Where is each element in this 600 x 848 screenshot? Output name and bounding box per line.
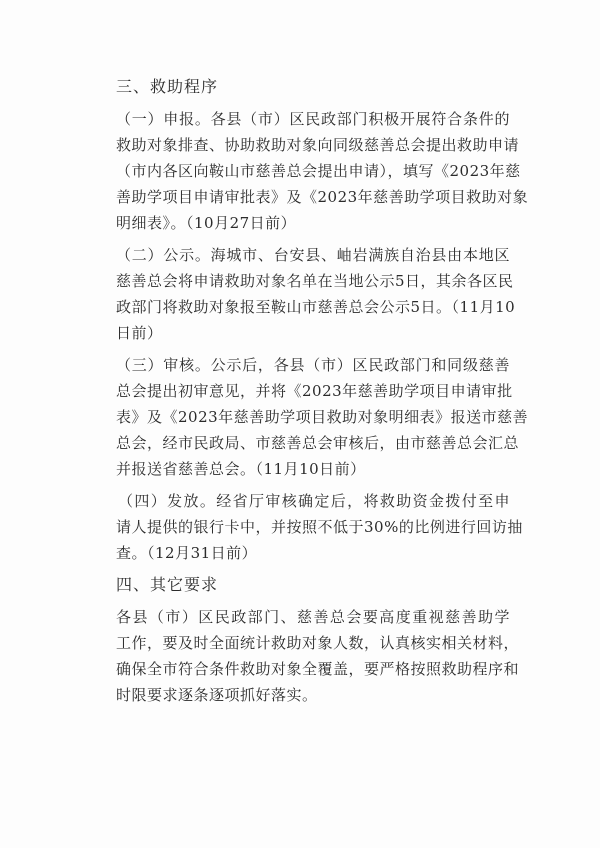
text-line: 救助对象排查、协助救助对象向同级慈善总会提出救助申请 [116, 136, 520, 154]
paragraph-distribution [116, 488, 523, 566]
text-line: 各县（市）区民政部门、慈善总会要高度重视慈善助学 [116, 608, 510, 626]
paragraph-publicity [116, 242, 516, 346]
text-line: 表》及《2023年慈善助学项目救助对象明细表》报送市慈善 [116, 408, 529, 426]
text-line: 工作，要及时全面统计救助对象人数，认真核实相关材料， [116, 634, 520, 652]
text-line: （三）审核。公示后，各县（市）区民政部门和同级慈善 [116, 356, 510, 374]
paragraph-requirements [116, 604, 520, 708]
text-line: 政部门将救助对象报至鞍山市慈善总会公示5日。（11月10 [116, 298, 516, 316]
paragraph-application [116, 106, 529, 236]
text-line: （二）公示。海城市、台安县、岫岩满族自治县由本地区 [116, 246, 510, 264]
text-line: 总会提出初审意见，并将《2023年慈善助学项目申请审批 [116, 382, 513, 400]
text-line: （四）发放。经省厅审核确定后，将救助资金拨付至申 [118, 492, 510, 510]
section-heading-other-requirements: 四、其它要求 [116, 575, 219, 594]
text-line: 时限要求逐条逐项抓好落实。 [116, 686, 318, 704]
document-body [116, 74, 529, 714]
text-line: （一）申报。各县（市）区民政部门积极开展符合条件的 [116, 110, 510, 128]
text-line: 善助学项目申请审批表》及《2023年慈善助学项目救助对象 [116, 188, 529, 206]
text-line: （市内各区向鞍山市慈善总会提出申请），填写《2023年慈 [116, 162, 521, 180]
text-line: 查。（12月31日前） [116, 544, 258, 562]
text-line: 请人提供的银行卡中，并按照不低于30%的比例进行回访抽 [116, 518, 523, 536]
text-line: 并报送省慈善总会。（11月10日前） [116, 460, 366, 478]
paragraph-review [116, 352, 529, 482]
section-heading-procedure: 三、救助程序 [116, 77, 219, 96]
text-line: 慈善总会将申请救助对象名单在当地公示5日，其余各区民 [116, 272, 514, 290]
text-line: 明细表》。（10月27日前） [116, 214, 297, 232]
text-line: 日前） [116, 324, 163, 342]
text-line: 总会，经市民政局、市慈善总会审核后，由市慈善总会汇总 [116, 434, 520, 452]
text-line: 确保全市符合条件救助对象全覆盖，要严格按照救助程序和 [116, 660, 520, 678]
